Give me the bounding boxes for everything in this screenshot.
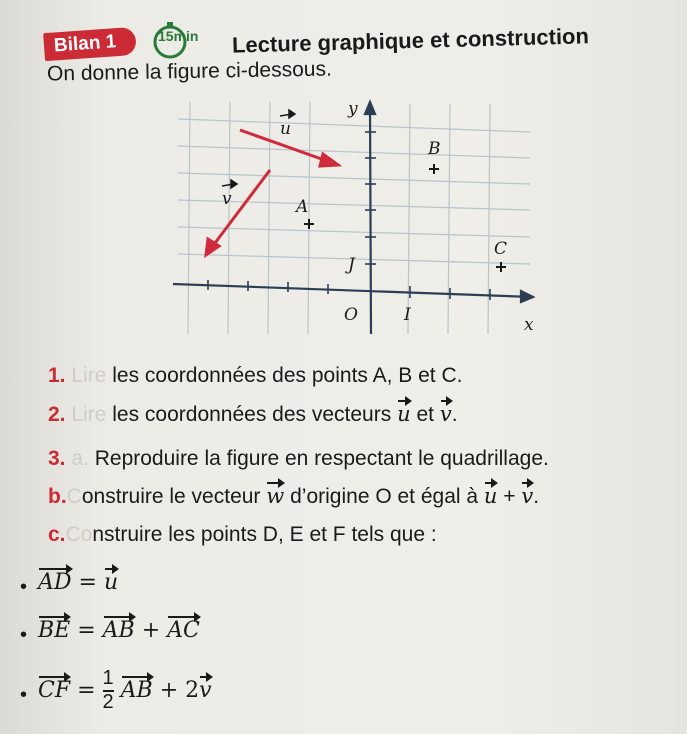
question-1-number: 1. xyxy=(48,364,66,387)
question-3a xyxy=(48,447,549,471)
vector-ab-2: AB xyxy=(120,678,153,703)
condition-be xyxy=(38,618,200,643)
question-3b-vector-u: u xyxy=(483,484,498,508)
question-3b-text: onstruire le vecteur xyxy=(81,485,261,508)
vector-v-cf: v xyxy=(199,678,212,703)
question-3c-faded: Co xyxy=(65,523,93,546)
vector-be: BE xyxy=(38,618,71,643)
condition-ad xyxy=(38,570,118,595)
vector-ab: AB xyxy=(102,618,135,643)
fraction-numerator: 1 xyxy=(102,667,114,689)
point-b-label: B xyxy=(428,139,441,159)
question-3b-number: b. xyxy=(48,485,67,508)
question-3b xyxy=(48,484,539,509)
coordinate-figure xyxy=(148,92,556,342)
condition-cf xyxy=(38,668,212,714)
question-3c xyxy=(48,523,437,547)
coefficient-two: 2 xyxy=(185,678,200,703)
unit-y-label: J xyxy=(348,255,355,275)
question-3b-end: . xyxy=(533,485,540,508)
question-2-number: 2. xyxy=(48,403,66,426)
question-2-end: . xyxy=(451,403,458,426)
equals-1: = xyxy=(78,570,97,595)
vector-v-label: v xyxy=(222,189,232,209)
timer-label: 15min xyxy=(158,28,199,44)
bullet-ad: • xyxy=(20,576,28,598)
equals-2: = xyxy=(77,618,96,643)
question-3b-plus: + xyxy=(503,485,516,508)
question-2-faded: Lire xyxy=(71,403,107,426)
y-axis-arrow xyxy=(365,102,375,114)
grid xyxy=(178,102,530,334)
vector-u-arrowhead xyxy=(320,154,338,166)
bullet-be: • xyxy=(20,624,28,646)
fraction-denominator: 2 xyxy=(102,691,114,713)
question-3b-text2: d’origine O et égal à xyxy=(290,485,479,508)
vector-ac: AC xyxy=(167,618,200,643)
vector-cf: CF xyxy=(38,678,71,703)
plus-2: + xyxy=(159,678,179,703)
y-axis xyxy=(370,104,371,334)
question-3b-vector-w: w xyxy=(266,484,285,508)
vector-u-ad: u xyxy=(103,570,119,595)
plus-1: + xyxy=(141,618,161,643)
bullet-cf: • xyxy=(20,684,28,706)
equals-3: = xyxy=(77,678,96,703)
question-3a-faded: a. xyxy=(71,447,89,470)
point-a-label: A xyxy=(296,197,309,217)
exercise-header xyxy=(44,8,684,60)
question-1-faded: Lire xyxy=(71,364,107,387)
question-2-and: et xyxy=(416,403,434,426)
intro-text: On donne la figure ci-dessous. xyxy=(46,57,333,86)
axis-x-label: x xyxy=(524,315,534,335)
exercise-title: Lecture graphique et construction xyxy=(231,23,590,58)
question-1 xyxy=(48,364,462,388)
question-1-text: les coordonnées des points A, B et C. xyxy=(112,364,463,387)
question-2 xyxy=(48,402,458,427)
vector-v xyxy=(212,170,270,247)
question-2-text: les coordonnées des vecteurs xyxy=(112,403,392,426)
question-3b-faded: C xyxy=(66,485,82,508)
bilan-badge: Bilan 1 xyxy=(43,27,137,61)
point-c-label: C xyxy=(494,239,508,259)
axis-y-label: y xyxy=(348,99,358,119)
x-axis xyxy=(173,284,533,297)
vector-u-label: u xyxy=(280,119,291,139)
question-2-vector-v: v xyxy=(439,402,452,426)
question-3c-number: c. xyxy=(48,523,66,546)
question-2-vector-u: u xyxy=(397,402,411,426)
question-3-number: 3. xyxy=(48,447,66,470)
origin-label: O xyxy=(344,305,358,325)
question-3b-vector-v: v xyxy=(521,484,534,508)
vector-ad: AD xyxy=(38,570,72,595)
question-3a-text: Reproduire la figure en respectant le quadrillage. xyxy=(94,447,549,470)
unit-x-label: I xyxy=(404,305,411,325)
question-3c-text: nstruire les points D, E et F tels que : xyxy=(92,523,437,546)
axes xyxy=(173,102,533,334)
x-axis-arrow xyxy=(521,291,533,302)
fraction-half xyxy=(103,668,114,714)
